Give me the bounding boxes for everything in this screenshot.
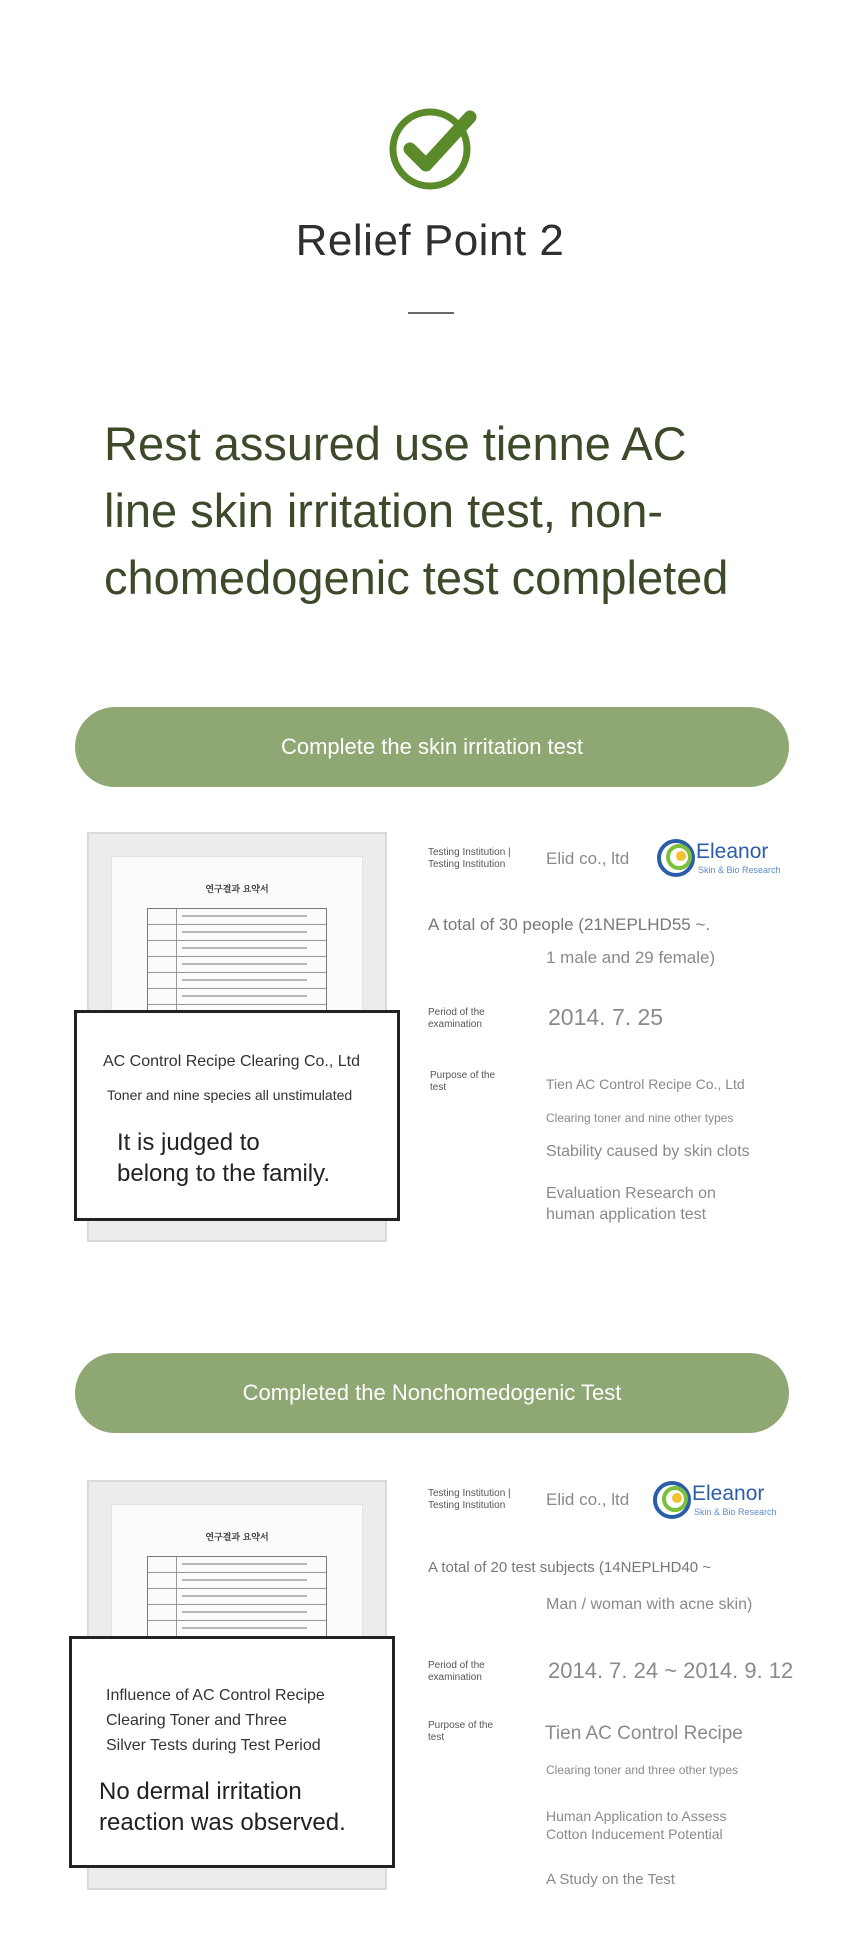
callout-description: [106, 1683, 325, 1758]
subjects-text: A total of 20 test subjects (14NEPLHD40 ~: [428, 1559, 712, 1576]
subjects-text: A total of 30 people (21NEPLHD55 ~.: [428, 915, 711, 934]
purpose-line: Tien AC Control Recipe: [545, 1723, 743, 1744]
institution-value: Elid co., ltd: [546, 1490, 630, 1509]
callout-verdict: [117, 1127, 330, 1189]
callout-line: Influence of AC Control Recipe: [106, 1687, 325, 1704]
purpose-line: Evaluation Research on: [546, 1185, 716, 1202]
institution-label: [428, 847, 511, 871]
purpose-line: Cotton Inducement Potential: [546, 1826, 723, 1842]
period-label: [428, 1007, 485, 1031]
eleanor-logo: [656, 838, 796, 882]
page-title: Relief Point 2: [295, 216, 565, 265]
headline-line: line skin irritation test, non-: [104, 484, 664, 537]
eleanor-logo-mark-icon: [652, 1480, 692, 1520]
label-line: examination: [428, 1672, 482, 1683]
period-value: 2014. 7. 24 ~ 2014. 9. 12: [548, 1658, 794, 1683]
callout-products: Toner and nine species all unstimulated: [107, 1087, 353, 1103]
callout-verdict-line: No dermal irritation: [99, 1778, 302, 1805]
subjects-detail: 1 male and 29 female): [546, 948, 716, 967]
purpose-line: human application test: [546, 1206, 707, 1223]
eleanor-logo: [652, 1480, 792, 1524]
label-line: Purpose of the: [430, 1070, 496, 1081]
section-pill-skin-irritation: Complete the skin irritation test: [75, 707, 789, 787]
result-callout: [69, 1636, 395, 1868]
purpose-line: A Study on the Test: [546, 1871, 675, 1888]
document-heading: 연구결과 요약서: [205, 1532, 269, 1542]
purpose-line: Tien AC Control Recipe Co., Ltd: [546, 1076, 745, 1092]
headline-line: Rest assured use tienne AC: [104, 417, 687, 470]
label-line: Testing Institution: [428, 859, 506, 870]
eleanor-logo-mark-icon: [656, 838, 696, 878]
logo-name: Eleanor: [696, 840, 769, 863]
callout-verdict: [99, 1776, 346, 1838]
callout-verdict-line: reaction was observed.: [99, 1809, 346, 1836]
title-divider: [408, 312, 454, 314]
callout-verdict-line: belong to the family.: [117, 1160, 331, 1187]
callout-verdict-line: It is judged to: [117, 1129, 260, 1156]
purpose-line: Stability caused by skin clots: [546, 1143, 750, 1160]
subjects-detail: Man / woman with acne skin): [546, 1596, 753, 1613]
period-label: [428, 1660, 485, 1684]
label-line: Period of the: [428, 1660, 485, 1671]
label-line: Period of the: [428, 1007, 485, 1018]
label-line: Testing Institution |: [428, 847, 511, 858]
callout-company: AC Control Recipe Clearing Co., Ltd: [103, 1053, 361, 1070]
label-line: Testing Institution |: [428, 1488, 511, 1499]
label-line: Testing Institution: [428, 1500, 506, 1511]
purpose-line: Clearing toner and nine other types: [546, 1111, 734, 1125]
institution-value: Elid co., ltd: [546, 849, 630, 868]
purpose-line: Clearing toner and three other types: [546, 1763, 739, 1777]
callout-line: Silver Tests during Test Period: [106, 1737, 321, 1754]
logo-name: Eleanor: [692, 1482, 765, 1505]
callout-line: Clearing Toner and Three: [106, 1712, 287, 1729]
headline: [104, 410, 804, 611]
purpose-label: [430, 1070, 495, 1094]
label-line: test: [428, 1732, 445, 1743]
label-line: Purpose of the: [428, 1720, 494, 1731]
check-circle-icon: [388, 103, 478, 193]
period-value: 2014. 7. 25: [548, 1004, 664, 1030]
purpose-label: [428, 1720, 493, 1744]
result-callout: [74, 1010, 400, 1221]
label-line: examination: [428, 1019, 482, 1030]
institution-label: [428, 1488, 511, 1512]
label-line: test: [430, 1082, 447, 1093]
purpose-line: Human Application to Assess: [546, 1808, 727, 1824]
logo-subtitle: Skin & Bio Research: [694, 1507, 777, 1517]
logo-subtitle: Skin & Bio Research: [698, 865, 781, 875]
headline-line: chomedogenic test completed: [104, 551, 729, 604]
section-pill-nonchomedogenic: Completed the Nonchomedogenic Test: [75, 1353, 789, 1433]
document-heading: 연구결과 요약서: [205, 884, 269, 894]
